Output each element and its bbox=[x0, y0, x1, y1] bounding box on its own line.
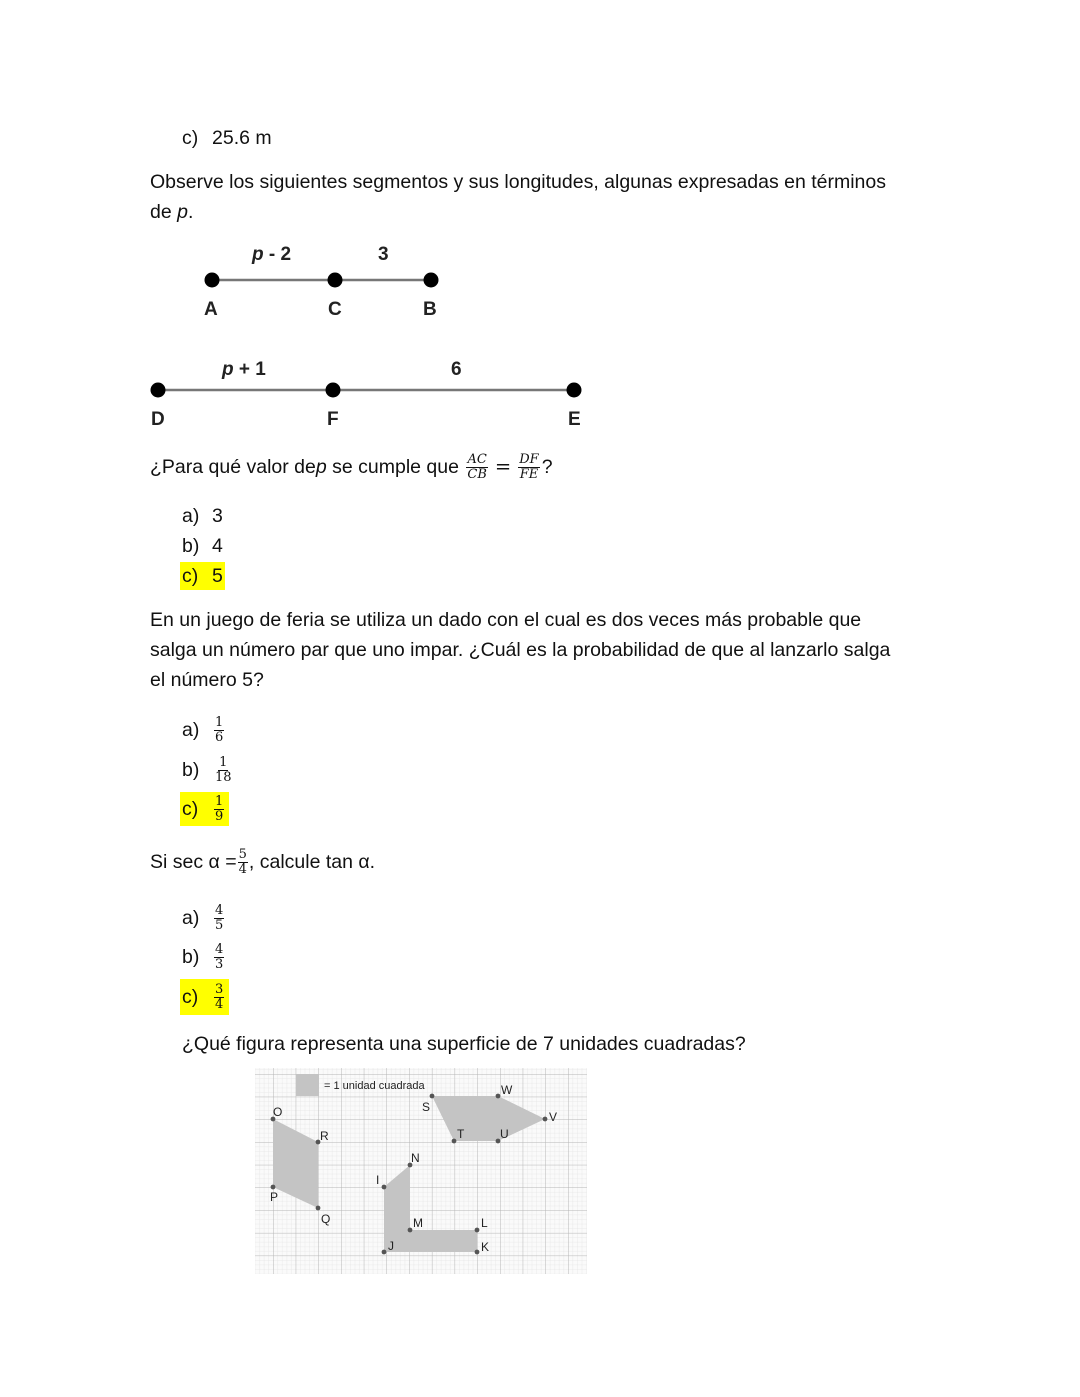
segments-intro-line1: Observe los siguientes segmentos y sus longitudes, algunas expresadas en términos bbox=[150, 171, 886, 193]
previous-option-c bbox=[182, 124, 272, 152]
label-d: D bbox=[151, 409, 165, 430]
ratio-ac-cb: $\frac{AC}{CB}$ bbox=[467, 451, 487, 482]
ratio-df-fe: $\frac{DF}{FE}$ bbox=[519, 451, 539, 482]
dice-line3: el número 5? bbox=[150, 669, 264, 691]
label-c: C bbox=[328, 299, 342, 320]
dice-question bbox=[150, 605, 930, 695]
dice-option-c-highlighted: c) $\frac{1}{9}$ bbox=[180, 792, 229, 826]
label-n: N bbox=[411, 1151, 420, 1165]
label-j: J bbox=[388, 1239, 394, 1253]
dice-option-a: a) $\frac{1}{6}$ bbox=[182, 714, 224, 745]
sec-fraction: $\frac{5}{4}$ bbox=[238, 846, 247, 877]
point-e bbox=[567, 383, 582, 398]
legend-text: = 1 unidad cuadrada bbox=[324, 1080, 425, 1092]
length-ac: p - 2 bbox=[252, 244, 292, 265]
label-w: W bbox=[501, 1083, 513, 1097]
fraction: $\frac{3}{4}$ bbox=[215, 981, 224, 1012]
label-t: T bbox=[457, 1127, 465, 1141]
fraction: $\frac{1}{6}$ bbox=[215, 714, 224, 745]
segments-intro bbox=[150, 167, 930, 227]
trig-option-b: b) $\frac{4}{3}$ bbox=[182, 941, 224, 972]
dice-line1: En un juego de feria se utiliza un dado con el cual es dos veces más probable que bbox=[150, 609, 862, 631]
area-grid-figure bbox=[255, 1068, 587, 1274]
label-b: B bbox=[423, 299, 437, 320]
label-o: O bbox=[273, 1105, 283, 1119]
dice-line2: salga un número par que uno impar. ¿Cuál es la probabilidad de que al lanzarlo salga bbox=[150, 639, 891, 661]
trig-option-a: a) $\frac{4}{5}$ bbox=[182, 902, 224, 933]
fraction: $\frac{4}{3}$ bbox=[215, 941, 224, 972]
segments-option-c-highlighted: c) 5 bbox=[180, 562, 225, 590]
label-l: L bbox=[481, 1216, 488, 1230]
trig-option-c-highlighted: c) $\frac{3}{4}$ bbox=[180, 979, 229, 1015]
segments-intro-line2: de p. bbox=[150, 201, 194, 223]
label-p: P bbox=[270, 1190, 279, 1204]
label-a: A bbox=[204, 299, 218, 320]
label-r: R bbox=[320, 1129, 329, 1143]
segments-option-a: a) 3 bbox=[182, 505, 223, 527]
point-a bbox=[205, 273, 220, 288]
label-e: E bbox=[568, 409, 581, 430]
option-label: c) bbox=[182, 127, 199, 149]
label-v: V bbox=[549, 1110, 558, 1124]
length-df: p + 1 bbox=[222, 359, 266, 380]
option-value: 25.6 m bbox=[212, 127, 272, 149]
dice-option-b: b) $\frac{1}{18}$ bbox=[182, 754, 232, 785]
segments-figure bbox=[140, 235, 600, 435]
fraction: $\frac{1}{9}$ bbox=[215, 793, 224, 824]
segments-option-b: b) 4 bbox=[182, 535, 223, 557]
label-q: Q bbox=[321, 1212, 331, 1226]
length-cb: 3 bbox=[378, 244, 389, 265]
point-f bbox=[326, 383, 341, 398]
point-c bbox=[328, 273, 343, 288]
point-b bbox=[424, 273, 439, 288]
fraction: $\frac{4}{5}$ bbox=[215, 902, 224, 933]
length-fe: 6 bbox=[451, 359, 462, 380]
label-k: K bbox=[481, 1240, 490, 1254]
label-f: F bbox=[327, 409, 339, 430]
unit-square-legend bbox=[296, 1074, 319, 1096]
area-question: ¿Qué figura representa una superficie de 7 unidades cuadradas? bbox=[182, 1033, 746, 1055]
label-i: I bbox=[376, 1173, 380, 1187]
trig-question: Si sec α = $\frac{5}{4}$ , calcule tan α. bbox=[150, 846, 376, 877]
fraction: $\frac{1}{18}$ bbox=[215, 754, 232, 785]
label-u: U bbox=[500, 1127, 509, 1141]
label-m: M bbox=[413, 1216, 423, 1230]
segments-prompt: ¿Para qué valor de p se cumple que $\frac{AC}{CB}$ = $\frac{DF}{FE}$ ? bbox=[150, 451, 553, 482]
point-d bbox=[151, 383, 166, 398]
label-s: S bbox=[422, 1100, 431, 1114]
